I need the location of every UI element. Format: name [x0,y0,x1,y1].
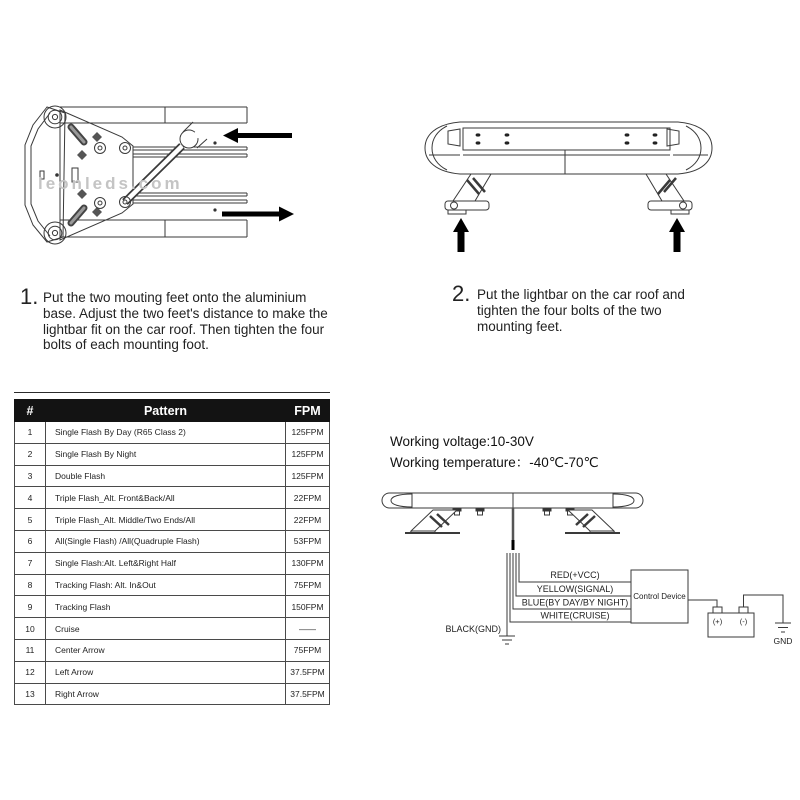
cell-pattern: Triple Flash_Alt. Middle/Two Ends/All [46,509,286,531]
table-row [15,465,330,487]
cell-fpm: —— [286,618,330,640]
step-1-line: Put the two mouting feet onto the aluminium [43,290,307,305]
table-row [15,422,330,444]
table-row [15,574,330,596]
step-1-line: lightbar fit on the car roof. Then tighten the four [43,321,325,337]
lightbar-perspective-diagram [415,98,740,263]
table-row [15,487,330,509]
cell-pattern: Single Flash By Night [46,443,286,465]
cell-fpm: 53FPM [286,530,330,552]
bolt-holes [476,133,658,144]
cell-pattern: Right Arrow [46,683,286,705]
step-2-line: mounting feet. [477,318,563,334]
col-header-number: # [15,400,46,422]
watermark: leonleds.com [38,174,183,193]
wire-battery-to-ground [744,595,784,623]
step-2-line: Put the lightbar on the car roof and [477,287,685,302]
cell-fpm: 22FPM [286,487,330,509]
table-row [15,530,330,552]
table-row [15,443,330,465]
cell-pattern: Cruise [46,618,286,640]
ground-label: GND [773,636,793,646]
wire-label-blue: BLUE(BY DAY/BY NIGHT) [521,597,629,608]
table-header-row [15,400,330,422]
rail-hole [213,141,216,144]
cell-num: 8 [15,574,46,596]
arrow-right-icon [222,207,294,222]
cell-num: 11 [15,639,46,661]
step-2-text [477,287,685,334]
cell-pattern: Double Flash [46,465,286,487]
wire-label-yellow: YELLOW(SIGNAL) [536,584,614,594]
cell-fpm: 125FPM [286,465,330,487]
control-device-label: Control Device [633,592,686,601]
step-2-line: tighten the four bolts of the two [477,302,662,318]
cell-pattern: Single Flash By Day (R65 Class 2) [46,422,286,444]
table-row [15,552,330,574]
cell-pattern: Center Arrow [46,639,286,661]
cell-pattern: Tracking Flash [46,596,286,618]
cell-pattern: All(Single Flash) /All(Quadruple Flash) [46,530,286,552]
battery-positive-label: (+) [712,617,723,626]
wire-label-white: WHITE(CRUISE) [540,610,610,621]
rail-hole [213,208,216,211]
working-voltage: Working voltage:10-30V [390,434,534,449]
pattern-table-container [14,392,330,705]
step-1-line: bolts of each mounting foot. [43,337,209,353]
cell-pattern: Triple Flash_Alt. Front&Back/All [46,487,286,509]
cell-num: 3 [15,465,46,487]
step-1-number: 1. [20,284,39,309]
mounting-foot-left [445,174,491,214]
cell-fpm: 37.5FPM [286,683,330,705]
cell-fpm: 37.5FPM [286,661,330,683]
table-row [15,618,330,640]
cell-num: 9 [15,596,46,618]
cell-fpm: 130FPM [286,552,330,574]
cell-fpm: 150FPM [286,596,330,618]
cell-fpm: 22FPM [286,509,330,531]
battery [708,607,754,637]
cell-num: 5 [15,509,46,531]
ground-symbol-right [775,623,791,632]
front-foot-left [405,510,460,533]
cell-fpm: 75FPM [286,574,330,596]
arrow-up-icon [669,218,685,252]
step-1-line: base. Adjust the two feet's distance to make the [43,305,328,321]
wire-label-black: BLACK(GND) [445,624,501,634]
mounting-foot-right [646,174,692,214]
cell-pattern: Tracking Flash: Alt. In&Out [46,574,286,596]
arrow-left-icon [223,128,292,143]
cell-num: 6 [15,530,46,552]
arrow-up-icon [453,218,469,252]
working-temperature: Working temperature：-40℃-70℃ [390,455,599,470]
control-device-box [631,570,688,623]
cell-fpm: 75FPM [286,639,330,661]
cell-num: 13 [15,683,46,705]
table-row [15,661,330,683]
cell-fpm: 125FPM [286,422,330,444]
front-foot-right [565,510,620,533]
cell-num: 2 [15,443,46,465]
table-row [15,509,330,531]
cell-num: 12 [15,661,46,683]
battery-negative-label: (-) [739,617,748,626]
cell-num: 7 [15,552,46,574]
table-row [15,683,330,705]
working-specs [390,431,599,473]
cell-num: 10 [15,618,46,640]
cell-pattern: Left Arrow [46,661,286,683]
wire-label-red: RED(+VCC) [550,570,600,580]
wire-control-to-battery [688,600,717,607]
col-header-pattern: Pattern [46,400,286,422]
col-header-fpm: FPM [286,400,330,422]
pattern-table [14,399,330,705]
step-2-number: 2. [452,281,471,306]
cell-num: 1 [15,422,46,444]
table-row [15,596,330,618]
cell-pattern: Single Flash:Alt. Left&Right Half [46,552,286,574]
wiring-diagram [368,483,800,658]
step-1-text [43,290,328,353]
ground-symbol-left [499,636,515,644]
cell-fpm: 125FPM [286,443,330,465]
cell-num: 4 [15,487,46,509]
table-row [15,639,330,661]
